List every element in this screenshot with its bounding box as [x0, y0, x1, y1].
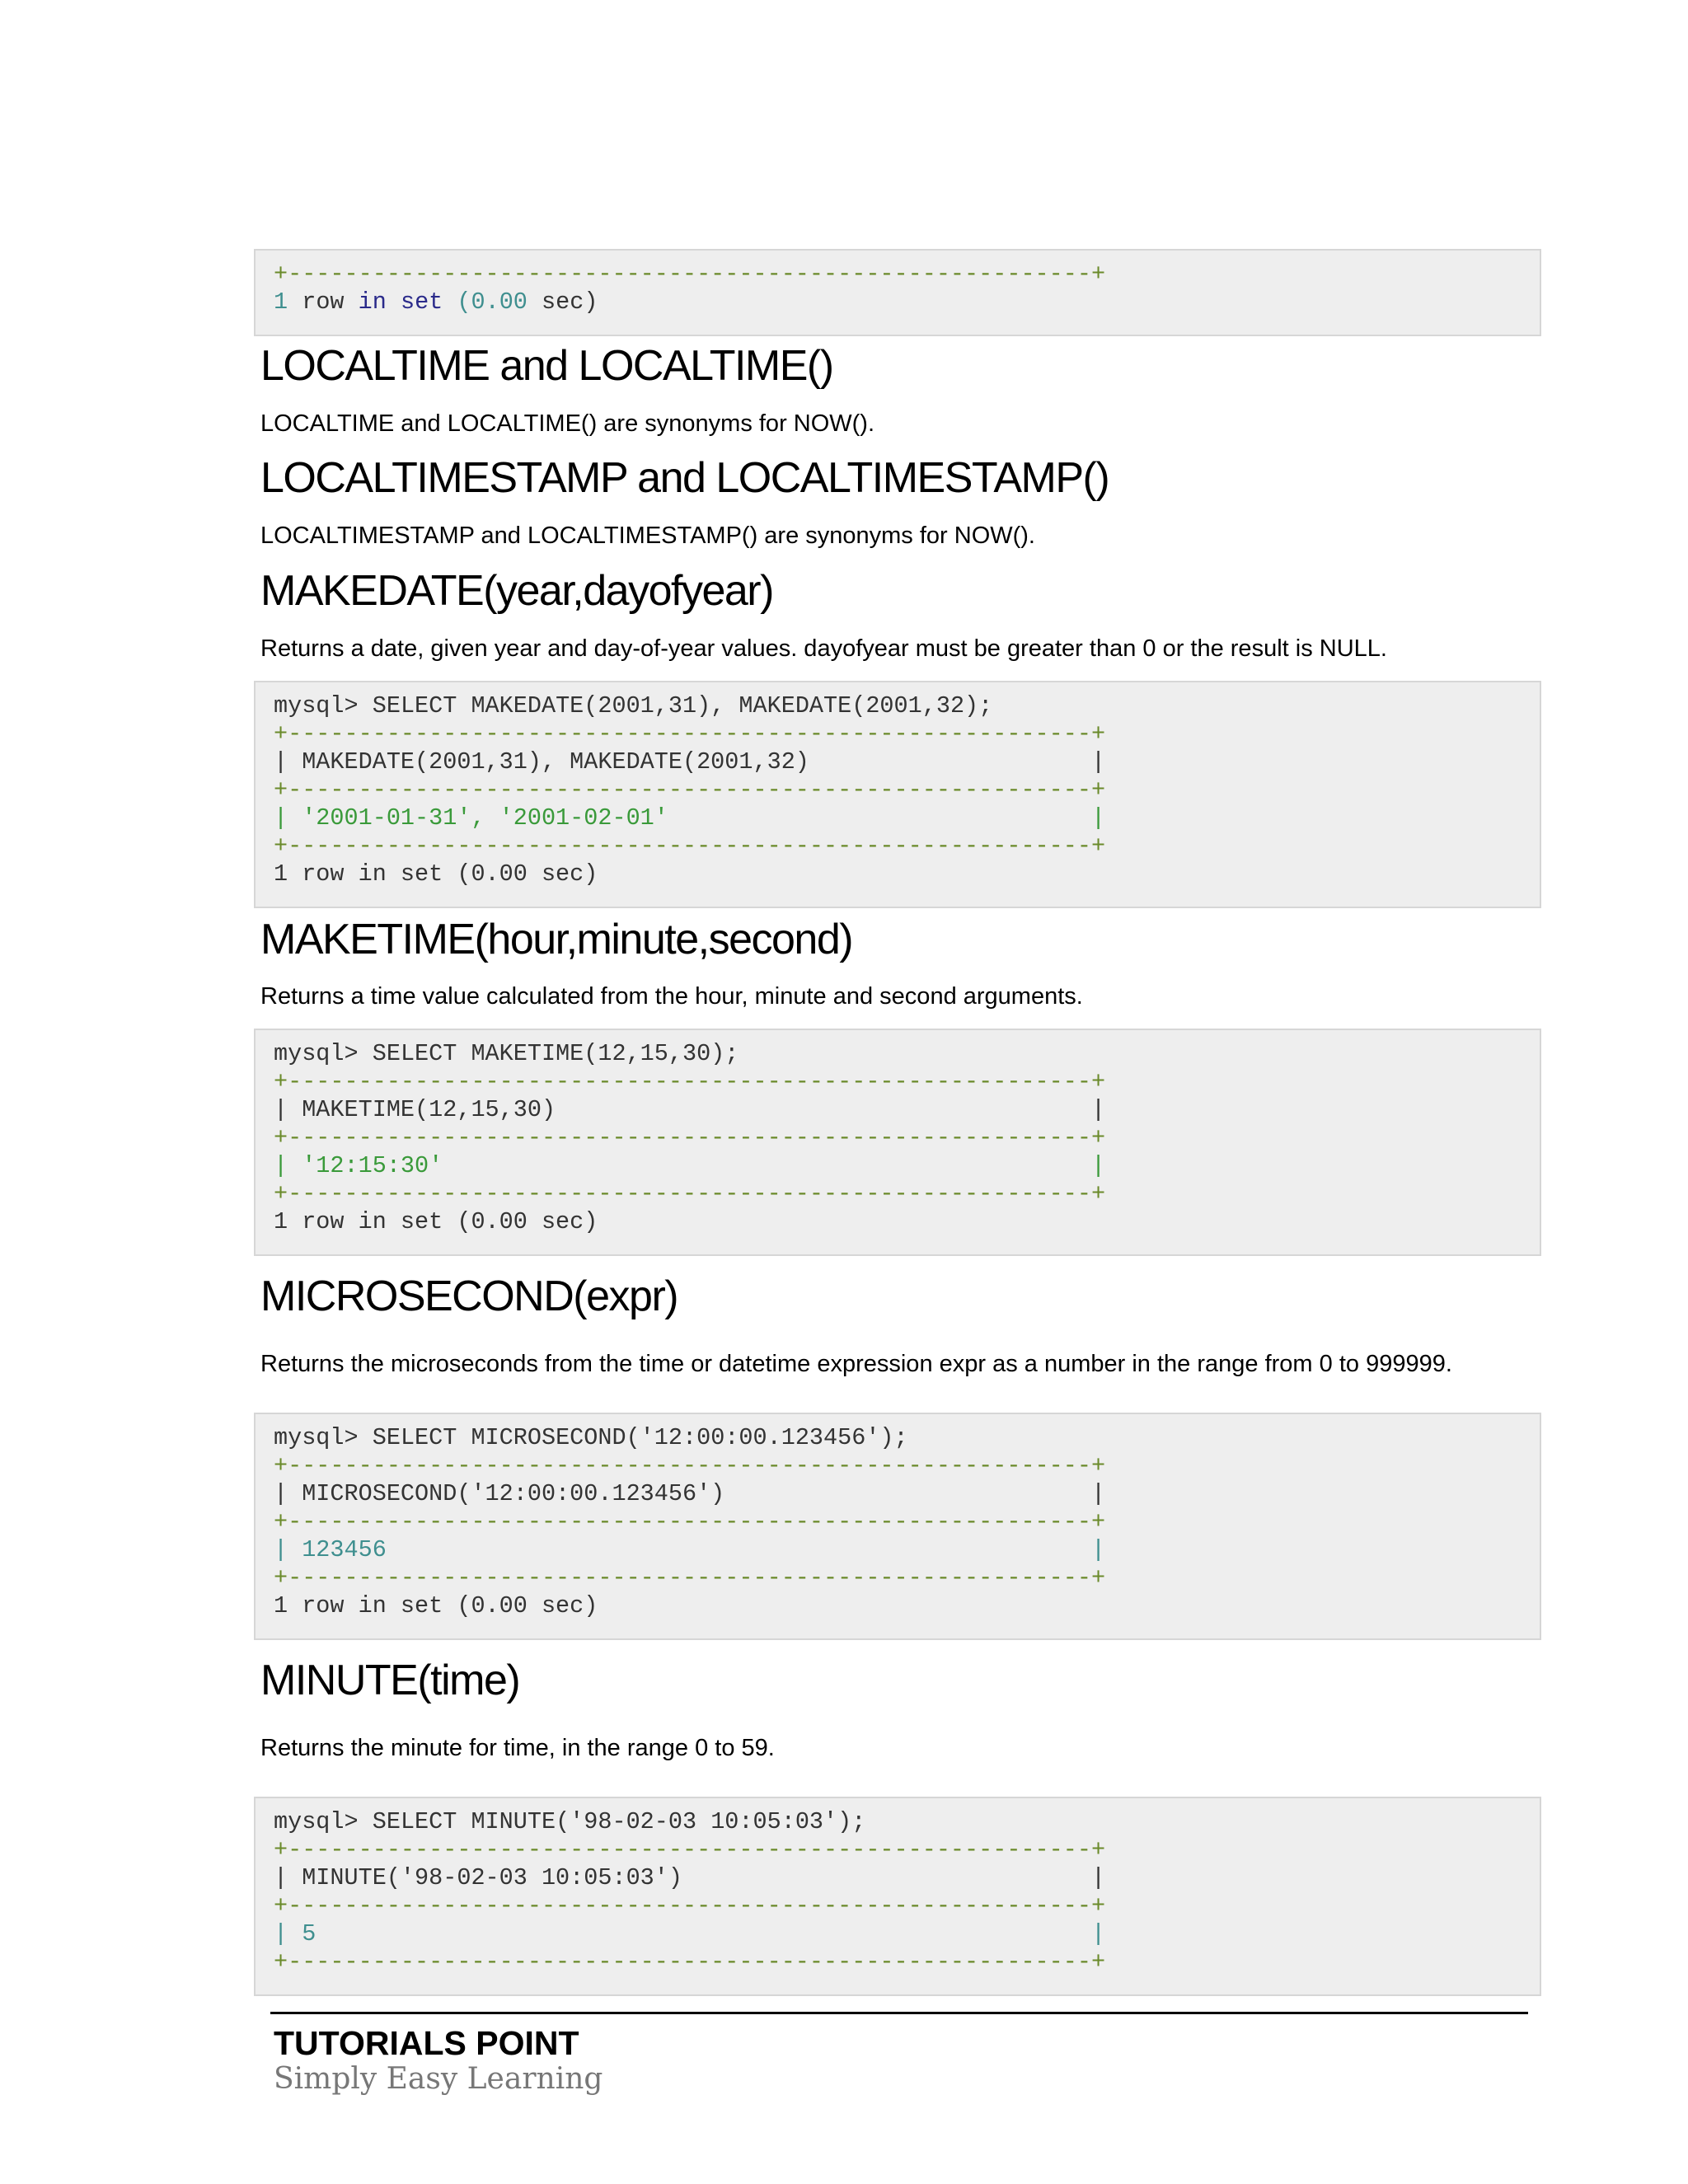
code-result-value: | '12:15:30' |: [274, 1152, 1106, 1179]
section-text-localtime: LOCALTIME and LOCALTIME() are synonyms for NOW().: [260, 410, 875, 437]
code-separator: +---------------------------------------------------------+: [274, 1564, 1106, 1591]
code-result-header: | MAKETIME(12,15,30) |: [274, 1096, 1106, 1123]
section-heading-maketime: MAKETIME(hour,minute,second): [260, 916, 853, 963]
code-separator: +---------------------------------------------------------+: [274, 1508, 1106, 1535]
code-result-value: | 5 |: [274, 1920, 1106, 1947]
section-heading-minute: MINUTE(time): [260, 1657, 520, 1704]
code-block-continuation: [254, 249, 1541, 336]
code-query: mysql> SELECT MAKEDATE(2001,31), MAKEDATE(2001,32);: [274, 692, 993, 719]
code-result-value: | 123456 |: [274, 1536, 1106, 1563]
code-block-microsecond: [254, 1413, 1541, 1640]
code-separator: +---------------------------------------------------------+: [274, 1452, 1106, 1479]
section-heading-localtimestamp: LOCALTIMESTAMP and LOCALTIMESTAMP(): [260, 454, 1109, 502]
code-rowcount: 1 row in set (0.00 sec): [274, 860, 598, 888]
code-query: mysql> SELECT MAKETIME(12,15,30);: [274, 1040, 739, 1067]
footer-tagline: Simply Easy Learning: [274, 2062, 603, 2096]
code-block-maketime: [254, 1029, 1541, 1256]
code-separator: +---------------------------------------------------------+: [274, 1892, 1106, 1919]
section-heading-microsecond: MICROSECOND(expr): [260, 1272, 678, 1320]
code-separator: +---------------------------------------------------------+: [274, 720, 1106, 748]
section-heading-makedate: MAKEDATE(year,dayofyear): [260, 567, 773, 615]
code-block-makedate: [254, 681, 1541, 908]
code-separator: +---------------------------------------------------------+: [274, 1124, 1106, 1151]
section-text-minute: Returns the minute for time, in the range 0 to 59.: [260, 1735, 775, 1761]
code-query: mysql> SELECT MINUTE('98-02-03 10:05:03');: [274, 1808, 866, 1835]
code-block-minute: [254, 1797, 1541, 1996]
footer-rule: [270, 2012, 1528, 2014]
code-result-header: | MINUTE('98-02-03 10:05:03') |: [274, 1864, 1106, 1891]
code-separator: +---------------------------------------------------------+: [274, 776, 1106, 804]
code-separator: +---------------------------------------------------------+: [274, 260, 1106, 288]
section-text-maketime: Returns a time value calculated from the hour, minute and second arguments.: [260, 983, 1083, 1010]
section-text-microsecond: Returns the microseconds from the time or datetime expression expr as a number in the range from 0 to 999999.: [260, 1351, 1452, 1377]
code-separator: +---------------------------------------------------------+: [274, 1180, 1106, 1207]
code-result-header: | MICROSECOND('12:00:00.123456') |: [274, 1480, 1106, 1507]
code-query: mysql> SELECT MICROSECOND('12:00:00.123456');: [274, 1424, 908, 1451]
section-text-makedate: Returns a date, given year and day-of-year values. dayofyear must be greater than 0 or the result is NULL.: [260, 635, 1387, 662]
footer-brand: TUTORIALS POINT: [274, 2024, 579, 2062]
code-separator: +---------------------------------------------------------+: [274, 1836, 1106, 1863]
code-result-value: | '2001-01-31', '2001-02-01' |: [274, 804, 1106, 832]
code-rowcount: 1 row in set (0.00 sec): [274, 1592, 598, 1619]
code-rowcount: 1 row in set (0.00 sec): [274, 288, 598, 316]
code-separator: +---------------------------------------------------------+: [274, 1068, 1106, 1095]
code-rowcount: 1 row in set (0.00 sec): [274, 1208, 598, 1235]
section-text-localtimestamp: LOCALTIMESTAMP and LOCALTIMESTAMP() are synonyms for NOW().: [260, 523, 1035, 549]
section-heading-localtime: LOCALTIME and LOCALTIME(): [260, 342, 833, 390]
code-separator: +---------------------------------------------------------+: [274, 832, 1106, 860]
code-separator: +---------------------------------------------------------+: [274, 1948, 1106, 1975]
code-result-header: | MAKEDATE(2001,31), MAKEDATE(2001,32) |: [274, 748, 1106, 776]
